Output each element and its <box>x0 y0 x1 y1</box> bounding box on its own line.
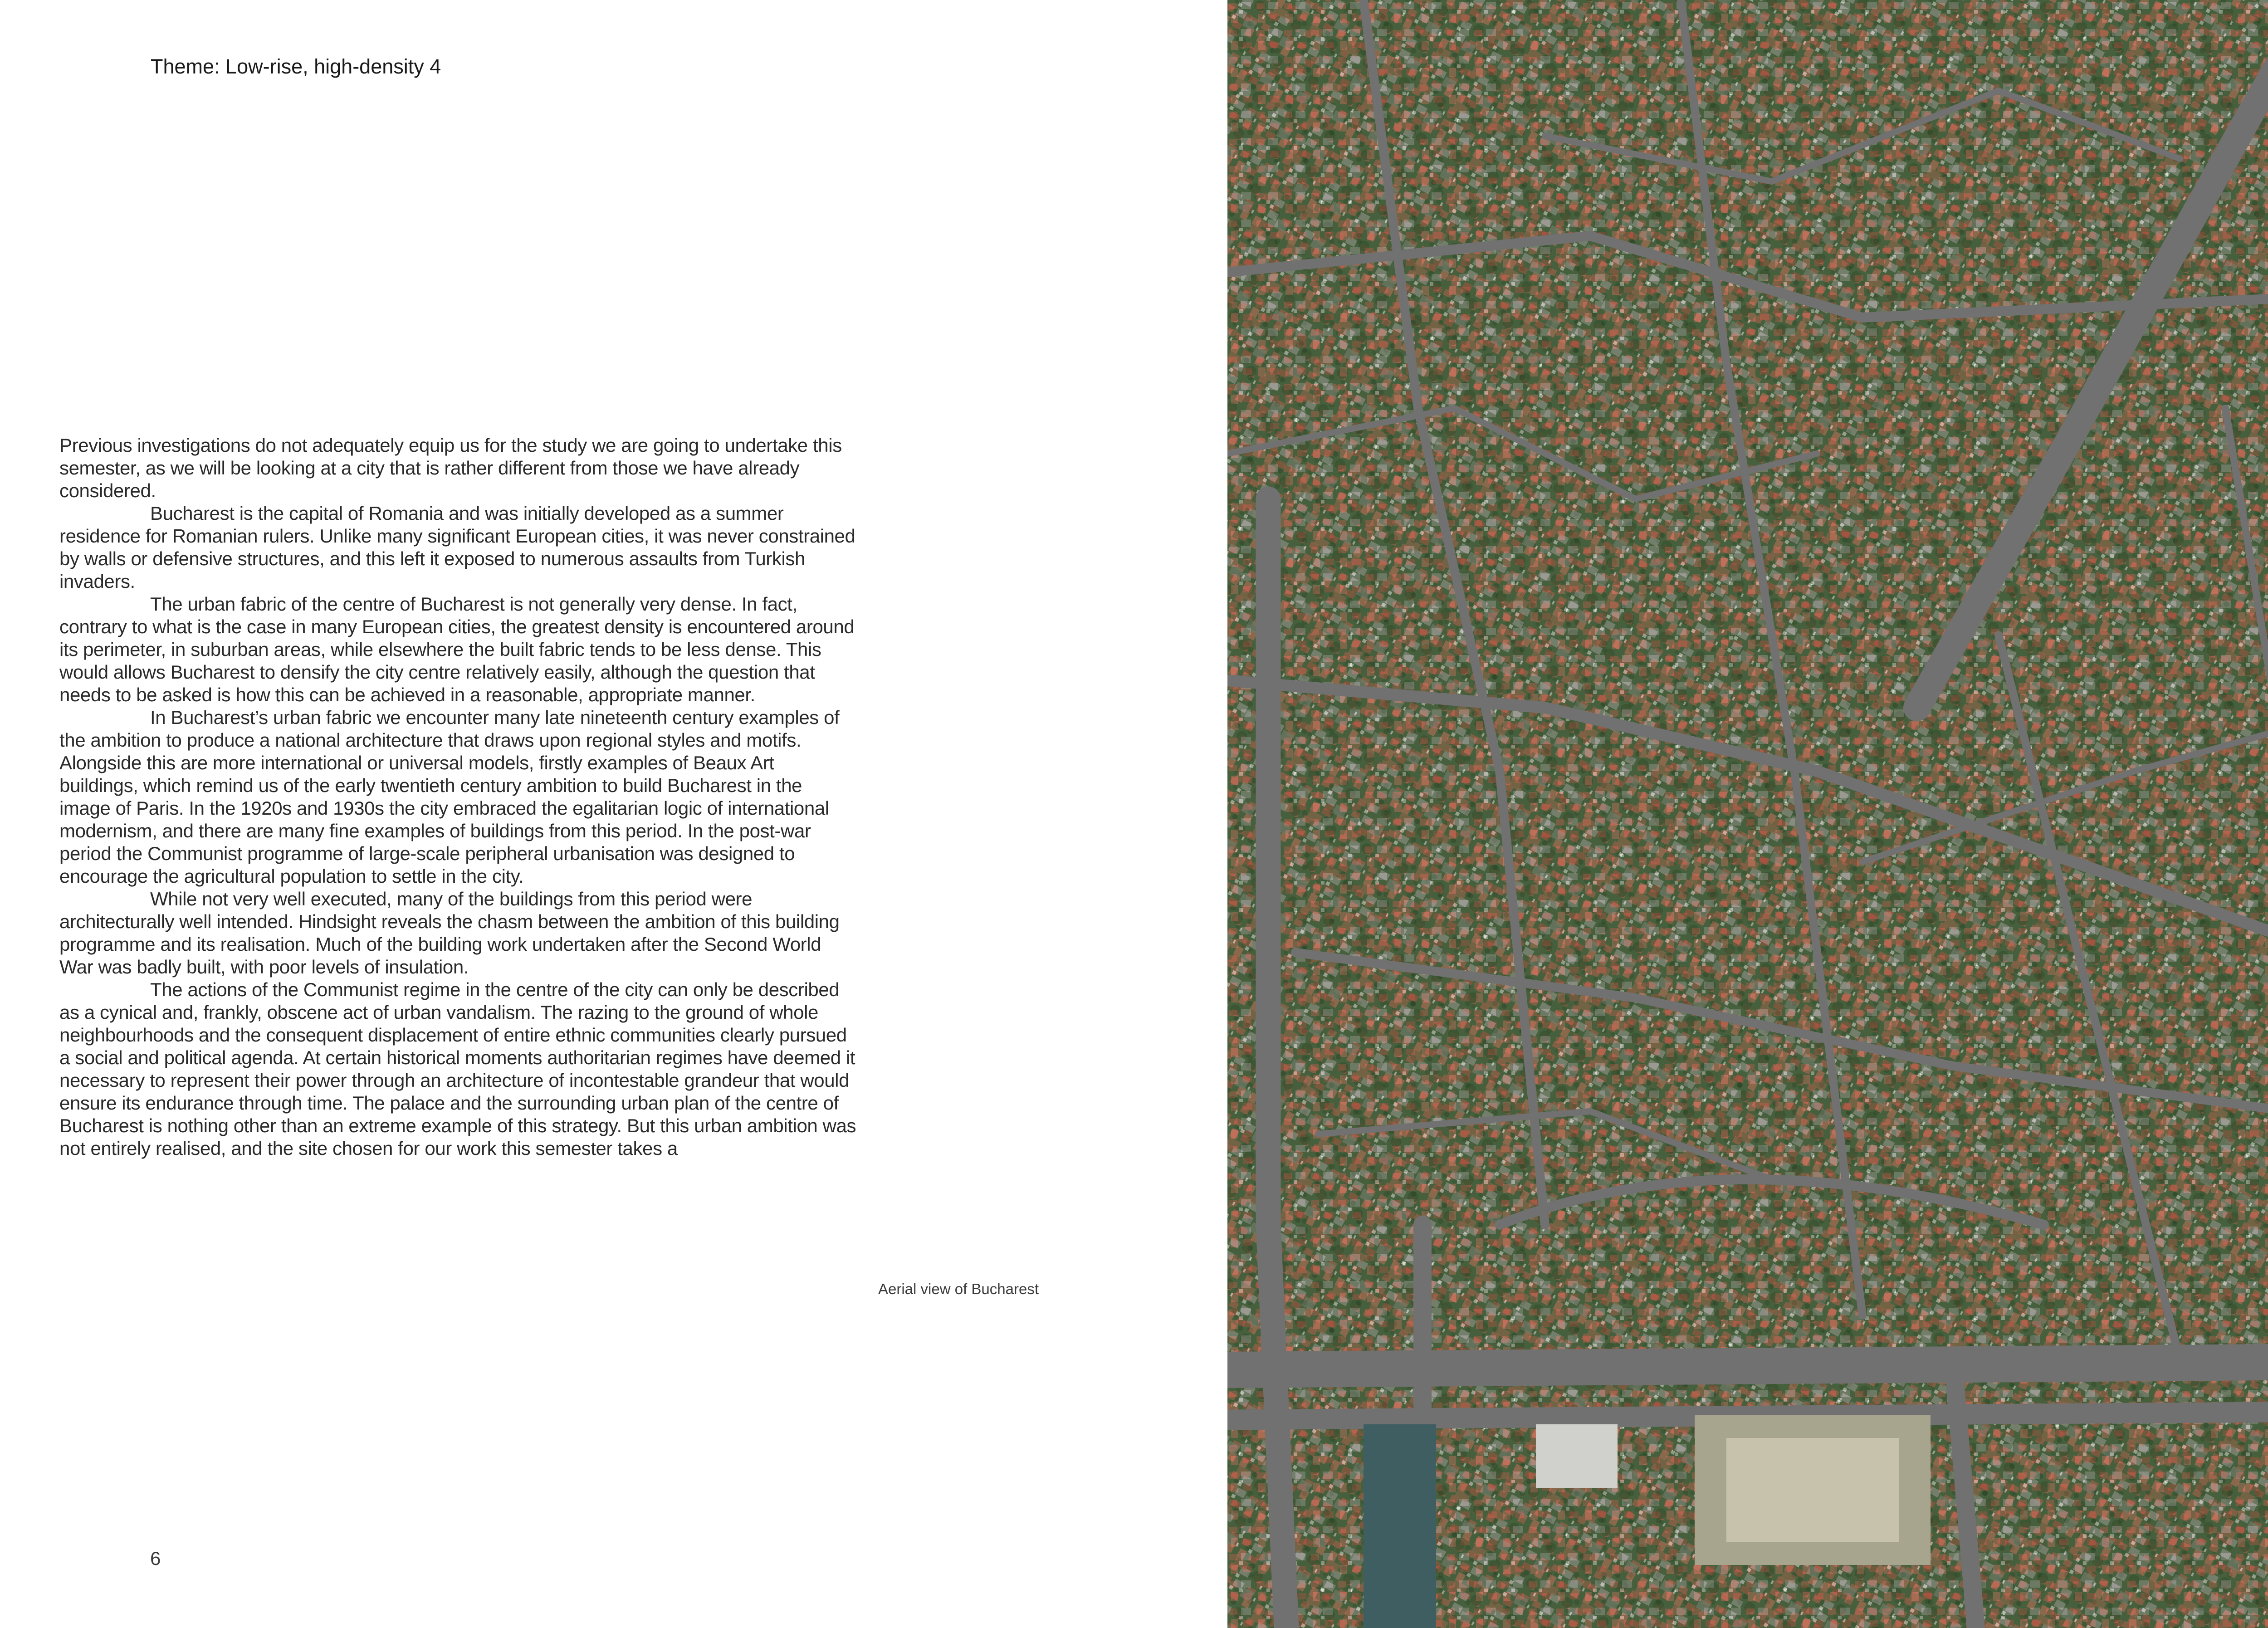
paragraph-1: Previous investigations do not adequately equip us for the study we are going to undertake this semester, as we will be looking at a city that is rather different from those we have already considered. <box>59 435 842 501</box>
aerial-photo <box>1227 0 2268 1628</box>
figure-caption: Aerial view of Bucharest <box>878 1281 1039 1297</box>
theme-title: Theme: Low-rise, high-density 4 <box>151 55 441 78</box>
paragraph-4: In Bucharest’s urban fabric we encounter many late nineteenth century examples of the ambition to produce a national architecture that draws upon regional styles and motifs. Alongside this are more international or universal models, firstly examples of Beaux Art buildings, which remind us of the early twentieth century ambition to build Bucharest in the image of Paris. In the 1920s and 1930s the city embraced the egalitarian logic of international modernism, and there are many fine examples of buildings from this period. In the post-war period the Communist programme of large-scale peripheral urbanisation was designed to encourage the agricultural population to settle in the city. <box>59 707 840 887</box>
paragraph-6: The actions of the Communist regime in the centre of the city can only be described as a cynical and, frankly, obscene act of urban vandalism. The razing to the ground of whole neighbourhoods and the consequent displacement of entire ethnic communities clearly pursued a social and political agenda. At certain historical moments authoritarian regimes have deemed it necessary to represent their power through an architecture of incontestable grandeur that would ensure its endurance through time. The palace and the surrounding urban plan of the centre of Bucharest is nothing other than an extreme example of this strategy. But this urban ambition was not entirely realised, and the site chosen for our work this semester takes a <box>59 979 856 1159</box>
paragraph-5: While not very well executed, many of the buildings from this period were architecturally well intended. Hindsight reveals the chasm between the ambition of this building programme and its realisation. Much of the building work undertaken after the Second World War was badly built, with poor levels of insulation. <box>59 888 840 978</box>
paragraph-2: Bucharest is the capital of Romania and was initially developed as a summer residence for Romanian rulers. Unlike many significant European cities, it was never constrained by walls or defensive structures, and this left it exposed to numerous assaults from Turkish invaders. <box>59 503 855 592</box>
right-page <box>1227 0 2268 1628</box>
paragraph-3: The urban fabric of the centre of Bucharest is not generally very dense. In fact, contrary to what is the case in many European cities, the greatest density is encountered around its perimeter, in suburban areas, while elsewhere the built fabric tends to be less dense. This would allows Bucharest to densify the city centre relatively easily, although the question that needs to be asked is how this can be achieved in a reasonable, appropriate manner. <box>59 593 855 705</box>
body-text <box>59 434 858 1160</box>
page-number: 6 <box>150 1548 161 1569</box>
